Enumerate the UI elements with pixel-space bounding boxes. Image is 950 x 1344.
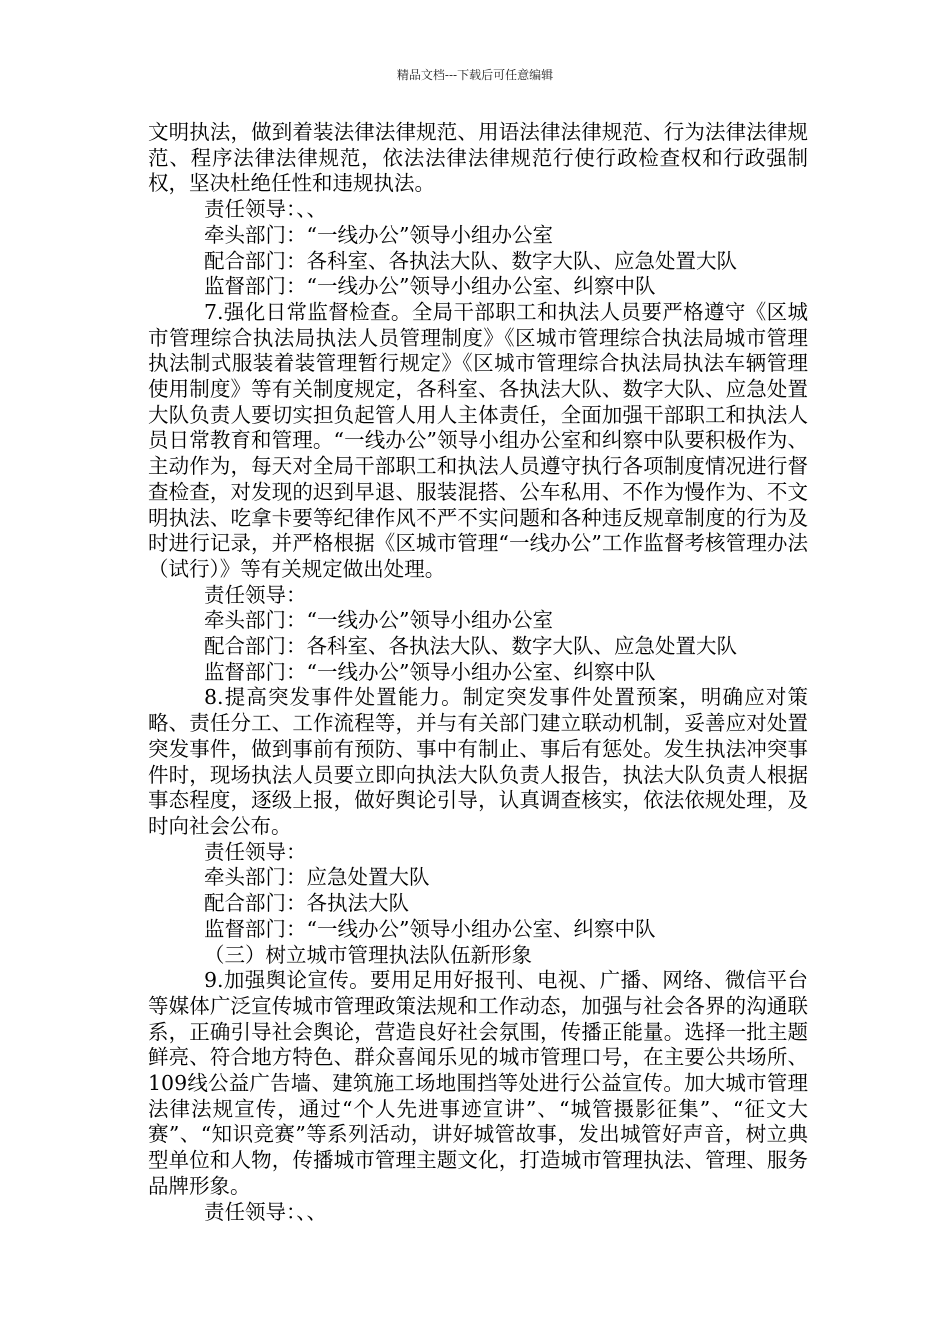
cooperating-department-line: 配合部门：各科室、各执法大队、数字大队、应急处置大队	[204, 248, 737, 273]
cooperating-department-line: 配合部门：各科室、各执法大队、数字大队、应急处置大队	[204, 634, 737, 659]
lead-department-line: 牵头部门：“一线办公”领导小组办公室	[204, 608, 553, 633]
section-heading: （三）树立城市管理执法队伍新形象	[204, 942, 532, 967]
responsible-leader-line: 责任领导：、、	[204, 197, 327, 222]
paragraph-item-8: 8.提高突发事件处置能力。制定突发事件处置预案，明确应对策略、责任分工、工作流程等，并与有关部门建立联动机制，妥善应对处置突发事件，做到事前有预防、事中有制止、事后有惩处。发生执法冲突事件时，现场执法人员要立即向执法大队负责人报告，执法大队负责人根据事态程度，逐级上报，做好舆论引导，认真调查核实，依法依规处理，及时向社会公布。	[148, 685, 808, 838]
lead-department-line: 牵头部门：“一线办公”领导小组办公室	[204, 222, 553, 247]
lead-department-line: 牵头部门：应急处置大队	[204, 865, 430, 890]
supervising-department-line: 监督部门：“一线办公”领导小组办公室、纠察中队	[204, 659, 656, 684]
page-header: 精品文档---下载后可任意编辑	[396, 68, 554, 82]
supervising-department-line: 监督部门：“一线办公”领导小组办公室、纠察中队	[204, 916, 656, 941]
paragraph-item-9: 9.加强舆论宣传。要用足用好报刊、电视、广播、网络、微信平台等媒体广泛宣传城市管理政策法规和工作动态，加强与社会各界的沟通联系，正确引导社会舆论，营造良好社会氛围，传播正能量。选择一批主题鲜亮、符合地方特色、群众喜闻乐见的城市管理口号，在主要公共场所、109线公益广告墙、建筑施工场地围挡等处进行公益宣传。加大城市管理法律法规宣传，通过“个人先进事迹宣讲”、“城管摄影征集”、“征文大赛”、“知识竞赛”等系列活动，讲好城管故事，发出城管好声音，树立典型单位和人物，传播城市管理主题文化，打造城市管理执法、管理、服务品牌形象。	[148, 968, 808, 1198]
responsible-leader-line: 责任领导：	[204, 839, 307, 864]
responsible-leader-line: 责任领导：、、	[204, 1199, 327, 1224]
supervising-department-line: 监督部门：“一线办公”领导小组办公室、纠察中队	[204, 274, 656, 299]
paragraph: 文明执法，做到着装法律法律规范、用语法律法律规范、行为法律法律规范、程序法律法律规范，依法法律法律规范行使行政检查权和行政强制权，坚决杜绝任性和违规执法。	[148, 120, 808, 196]
cooperating-department-line: 配合部门：各执法大队	[204, 891, 409, 916]
responsible-leader-line: 责任领导：	[204, 582, 307, 607]
paragraph-item-7: 7.强化日常监督检查。全局干部职工和执法人员要严格遵守《区城市管理综合执法局执法人员管理制度》《区城市管理综合执法局城市管理执法制式服装着装管理暂行规定》《区城市管理综合执法局执法车辆管理使用制度》等有关制度规定，各科室、各执法大队、数字大队、应急处置大队负责人要切实担负起管人用人主体责任，全面加强干部职工和执法人员日常教育和管理。“一线办公”领导小组办公室和纠察中队要积极作为、主动作为，每天对全局干部职工和执法人员遵守执行各项制度情况进行督查检查，对发现的迟到早退、服装混搭、公车私用、不作为慢作为、不文明执法、吃拿卡要等纪律作风不严不实问题和各种违反规章制度的行为及时进行记录，并严格根据《区城市管理“一线办公”工作监督考核管理办法（试行）》等有关规定做出处理。	[148, 299, 808, 581]
document-body	[148, 120, 808, 1225]
